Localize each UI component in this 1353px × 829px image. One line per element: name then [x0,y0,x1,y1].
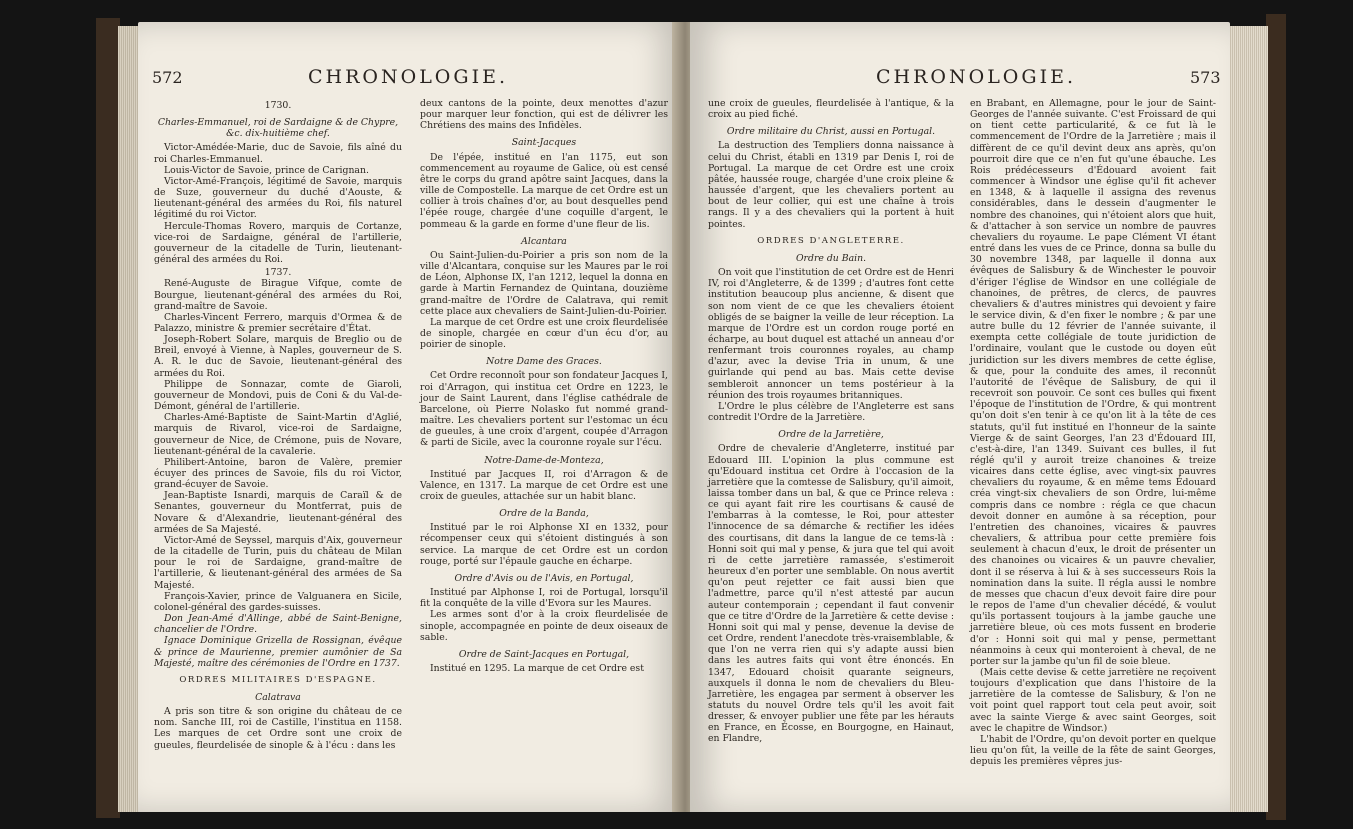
section-heading: Ordre de la Jarretière, [778,429,884,441]
section-heading: Ordre de Saint-Jacques en Portugal, [458,648,630,660]
continued-paragraph: deux cantons de la pointe, deux menottes d'azur pour marquer leur fonction, qui est de délivrer les Chrétiens des mains des Infidèles. [420,98,668,132]
paragraph: Victor-Amédée-Marie, duc de Savoie, fils aîné du roi Charles-Emmanuel. [154,142,402,165]
paragraph: A pris son titre & son origine du château de ce nom. Sanche III, roi de Castille, l'institua en 1158. Les marques de cet Ordre sont une croix de gueules, fleurdelisée de sinople & à l'écu : dans les [154,706,402,751]
paragraph: Les armes sont d'or à la croix fleurdelisée de sinople, accompagnée en pointe de deux oiseaux de sable. [420,609,668,643]
left-column-1 [154,98,402,751]
continued-paragraph: une croix de gueules, fleurdelisée à l'antique, & la croix au pied fiché. [708,98,954,121]
paragraph: Institué par Alphonse I, roi de Portugal, lorsqu'il fit la conquête de la ville d'Evora sur les Maures. [420,587,668,610]
paragraph: L'Ordre le plus célèbre de l'Angleterre est sans contredit l'Ordre de la Jarretière. [708,400,954,424]
year-heading: 1730. [264,100,292,111]
paragraph: Institué en 1295. La marque de cet Ordre est [430,663,644,675]
paragraph: Joseph-Robert Solare, marquis de Breglio ou de Breil, envoyé à Vienne, à Naples, gouverneur de S. A. R. le duc de Savoie, lieutenant-général des armées du Roi. [154,334,402,379]
left-page [138,22,680,812]
paragraph: La marque de cet Ordre est une croix fleurdelisée de sinople, chargée en cœur d'un écu d'or, au poirier de sinople. [420,316,668,351]
paragraph: Charles-Vincent Ferrero, marquis d'Ormea & de Palazzo, ministre & premier secrétaire d'État. [154,311,402,334]
paragraph: On voit que l'institution de cet Ordre est de Henri IV, roi d'Angleterre, & de 1399 ; d'autres font cette institution beaucoup plus ancienne, & disent que son nom vient de ce que les chevaliers étoient obligés de se baigner la veille de leur réception. La marque de l'Ordre est un cordon rouge porté en écharpe, au bout duquel est attaché un anneau d'or renfermant trois couronnes royales, au champ d'azur, avec la devise Tria in unum, & une guirlande qui pend au bas. Mais cette devise sembleroit annoncer un tems postérieur à la réunion des trois royaumes britanniques. [708,267,954,401]
book-cover-right [1266,14,1286,820]
section-heading: Ordre de la Banda, [499,508,589,520]
paragraph: Philippe de Sonnazar, comte de Giaroli, gouverneur de Mondovi, puis de Coni & du Val-de-Démont, général de l'artillerie. [154,378,402,413]
paragraph: (Mais cette devise & cette jarretière ne reçoivent toujours d'explication que dans l'histoire de la jarretière de la comtesse de Salisbury, & l'on ne voit point quel rapport tout cela peut avoir, soit avec la sainte Vierge & avec saint Georges, soit avec le chapitre de Windsor.) [970,666,1216,734]
page-number-left: 572 [152,68,183,87]
section-heading: Saint-Jacques [511,137,577,149]
book-cover-left [96,18,120,818]
right-page [690,22,1230,812]
year-heading: 1737. [264,267,292,279]
paragraph: François-Xavier, prince de Valguanera en Sicile, colonel-général des gardes-suisses. [154,590,402,613]
section-heading: Ordre militaire du Christ, aussi en Portugal. [726,126,936,138]
section-heading: Notre Dame des Graces. [486,356,602,368]
section-heading: Charles-Emmanuel, roi de Sardaigne & de Chypre, &c. dix-huitième chef. [157,117,399,140]
paragraph: Hercule-Thomas Rovero, marquis de Cortanze, vice-roi de Sardaigne, général de l'artillerie, gouverneur de la citadelle de Turin, lieutenant-général des armées du Roi. [154,220,402,266]
paragraph: Jean-Baptiste Isnardi, marquis de Caraïl & de Senantes, gouverneur du Montferrat, puis de Novare & d'Alexandrie, lieutenant-général des armées de Sa Majesté. [154,490,402,535]
section-heading: Calatrava [255,691,301,703]
paragraph: La destruction des Templiers donna naissance à celui du Christ, établi en 1319 par Denis I, roi de Portugal. La marque de cet Ordre est une croix pâtée, haussée rouge, chargée d'une croix pleine & haussée d'argent, que les chevaliers portent au bout de leur collier, qui est une chaîne à trois rangs. Il y a des chevaliers qui la portent à huit pointes. [708,140,954,230]
italic-entry: Ignace Dominique Grizella de Rossignan, évêque & prince de Maurienne, premier aumônier de Sa Majesté, maître des cérémonies de l'Ordre en 1737. [154,635,402,669]
paragraph: Institué par Jacques II, roi d'Arragon & de Valence, en 1317. La marque de cet Ordre est une croix de gueules, attachée sur un habit blanc. [420,468,668,502]
paragraph: L'habit de l'Ordre, qu'on devoit porter en quelque lieu qu'on fût, la veille de la fête de saint Georges, depuis les premières vêpres jus- [970,733,1216,768]
paragraph: Ou Saint-Julien-du-Poirier a pris son nom de la ville d'Alcantara, conquise sur les Maures par le roi de Léon, Alphonse IX, l'an 1212, lequel la donna en garde à Martin Fernandez de Quintana, douzième grand-maître de l'Ordre de Calatrava, qui remit cette place aux chevaliers de Saint-Julien-du-Poirier. [420,249,668,317]
continued-paragraph: en Brabant, en Allemagne, pour le jour de Saint-Georges de l'année suivante. C'est Froissard de qui on tient cette particularité, & ce fut là le commencement de l'Ordre de la Jarretière ; mais il diffèrent de ce qu'il devint deux ans après, qu'on pourroit dire que ce n'en fut qu'une ébauche. Les Rois prédécesseurs d'Édouard avoient fait commencer à Windsor une église qu'il fit achever en 1348, & à laquelle il assigna des revenus considérables, dans le dessein d'augmenter le nombre des chanoines, qui n'étoient alors que huit, & d'attacher à son service un nombre de pauvres chevaliers du royaume. Le pape Clément VI étant entré dans les vues de ce Prince, donna sa bulle du 30 novembre 1348, par laquelle il donna aux évêques de Salisbury & de Winchester le pouvoir d'ériger l'église de Windsor en une collégiale de chanoines, de prêtres, de clercs, de pauvres chevaliers & d'autres ministres qui devoient y faire le service divin, & d'en fixer le nombre ; & par une autre bulle du 12 février de l'année suivante, il exempta cette collégiale de toute juridiction de l'ordinaire, voulant que le custode ou doyen eût juridiction sur les divers membres de cette église, & que, pour la conduite des ames, il reconnût l'autorité de l'évêque de Salisbury, de qui il recevroit son pouvoir. Ce sont ces bulles qui fixent l'époque de l'institution de l'Ordre, & qui montrent qu'on doit s'en tenir à ce qu'on lit à la tête de ces statuts, qu'il fut institué en l'honneur de la sainte Vierge & de saint Georges, l'an 23 d'Édouard III, c'est-à-dire, l'an 1349. Suivant ces bulles, il fut réglé qu'il y auroit treize chanoines & treize vicaires dans cette église, avec vingt-six pauvres chevaliers du royaume, & en même tems Édouard créa vingt-six chevaliers de son Ordre, lui-même compris dans ce nombre : régla ce que chacun devoit donner en aumône à sa réception, pour l'entretien des chanoines, vicaires & pauvres chevaliers, & attribua pour cette première fois seulement à chacun d'eux, le droit de présenter un des chanoines ou vicaires & un pauvre chevalier, dont il se réserva à lui & à ses successeurs Rois la nomination dans la suite. Il régla aussi le nombre de messes que chacun d'eux devoit faire dire pour le repos de l'ame d'un chevalier décédé, & voulut qu'ils portassent toujours à la jambe gauche une jarretière bleue, où ces mots fussent en broderie d'or : Honni soit qui mal y pense, permettant néanmoins à ceux qui monteroient à cheval, de ne porter sur la jambe qu'un fil de soie bleue. [970,98,1216,667]
right-column-1 [708,98,954,745]
paragraph: Institué par le roi Alphonse XI en 1332, pour récompenser ceux qui s'étoient distingués à son service. La marque de cet Ordre est un cordon rouge, porté sur l'épaule gauche en écharpe. [420,522,668,567]
running-head-right: CHRONOLOGIE. [876,66,1076,88]
paragraph: René-Auguste de Birague Vifque, comte de Bourgue, lieutenant-général des armées du Roi, grand-maître de Savoie. [154,278,402,312]
section-heading: Ordre du Bain. [795,252,867,264]
section-heading: Notre-Dame-de-Monteza, [484,454,604,466]
chapter-heading: ORDRES MILITAIRES D'ESPAGNE. [179,674,377,685]
paragraph: Charles-Amé-Baptiste de Saint-Martin d'Aglié, marquis de Rivarol, vice-roi de Sardaigne, gouverneur de Nice, de Crémone, puis de Novare, lieutenant-général de la cavalerie. [154,412,402,457]
running-head-left: CHRONOLOGIE. [308,66,508,88]
italic-entry: Don Jean-Amé d'Allinge, abbé de Saint-Benigne, chancelier de l'Ordre. [154,613,402,636]
paragraph: De l'épée, institué en l'an 1175, eut son commencement au royaume de Galice, où est censé être le corps du grand apôtre saint Jacques, dans la ville de Compostelle. La marque de cet Ordre est un collier à trois chaînes d'or, au bout desquelles pend l'épée rouge, chargée d'une coquille d'argent, le pommeau & la garde en forme d'une fleur de lis. [420,151,668,230]
section-heading: Ordre d'Avis ou de l'Avis, en Portugal, [454,572,634,584]
paragraph: Louis-Victor de Savoie, prince de Carignan. [164,164,369,176]
paragraph: Victor-Amé-François, légitimé de Savoie, marquis de Suze, gouverneur du duché d'Aouste, & lieutenant-général des armées du Roi, fils naturel légitimé du roi Victor. [154,175,402,221]
paragraph: Ordre de chevalerie d'Angleterre, institué par Edouard III. L'opinion la plus commune est qu'Edouard institua cet Ordre à l'occasion de la jarretière que la comtesse de Salisbury, qu'il aimoit, laissa tomber dans un bal, & que ce Prince releva : ce qui ayant fait rire les courtisans & causé de l'embarras à la comtesse, le Roi, pour attester l'innocence de sa démarche & rectifier les idées des courtisans, dit dans la langue de ce tems-là : Honni soit qui mal y pense, & jura que tel qui avoit ri de cette jarretière ramassée, s'estimeroit heureux d'en porter une semblable. On nous avertit qu'on peut rejetter ce fait aussi bien que l'admettre, parce qu'il n'est attesté par aucun auteur contemporain ; cependant il faut convenir que ce titre d'Ordre de la Jarretière & cette devise : Honni soit qui mal y pense, devenue la devise de cet Ordre, rendent l'anecdote très-vraisemblable, & que l'on ne verra rien qui s'y adapte aussi bien dans les autres faits qui vont être énoncés. En 1347, Edouard choisit quarante seigneurs, auxquels il donna le nom de chevaliers du Bleu-Jarretière, les engagea par serment à observer les statuts du nouvel Ordre tels qu'il les avoit fait dresser, & envoyer publier une fête par les hérauts en France, en Écosse, en Bourgogne, en Hainaut, en Flandre, [708,443,954,745]
page-edges-right [1228,26,1268,812]
page-number-right: 573 [1190,68,1221,87]
right-column-2 [970,98,1216,767]
section-heading: Alcantara [521,235,567,247]
paragraph: Philibert-Antoine, baron de Valère, premier écuyer des princes de Savoie, fils du roi Victor, grand-écuyer de Savoie. [154,456,402,491]
paragraph: Victor-Amé de Seyssel, marquis d'Aix, gouverneur de la citadelle de Turin, puis du château de Milan pour le roi de Sardaigne, grand-maître de l'artillerie, & lieutenant-général des armées de Sa Majesté. [154,534,402,591]
left-column-2 [420,98,668,674]
page-edges-left [118,26,140,812]
paragraph: Cet Ordre reconnoît pour son fondateur Jacques I, roi d'Arragon, qui institua cet Ordre en 1223, le jour de Saint Laurent, dans l'église cathédrale de Barcelone, où Pierre Nolasko fut nommé grand-maître. Les chevaliers portent sur l'estomac un écu de gueules, à une croix d'argent, coupée d'Arragon & parti de Sicile, avec la couronne royale sur l'écu. [420,370,668,449]
chapter-heading: ORDRES D'ANGLETERRE. [757,235,905,246]
